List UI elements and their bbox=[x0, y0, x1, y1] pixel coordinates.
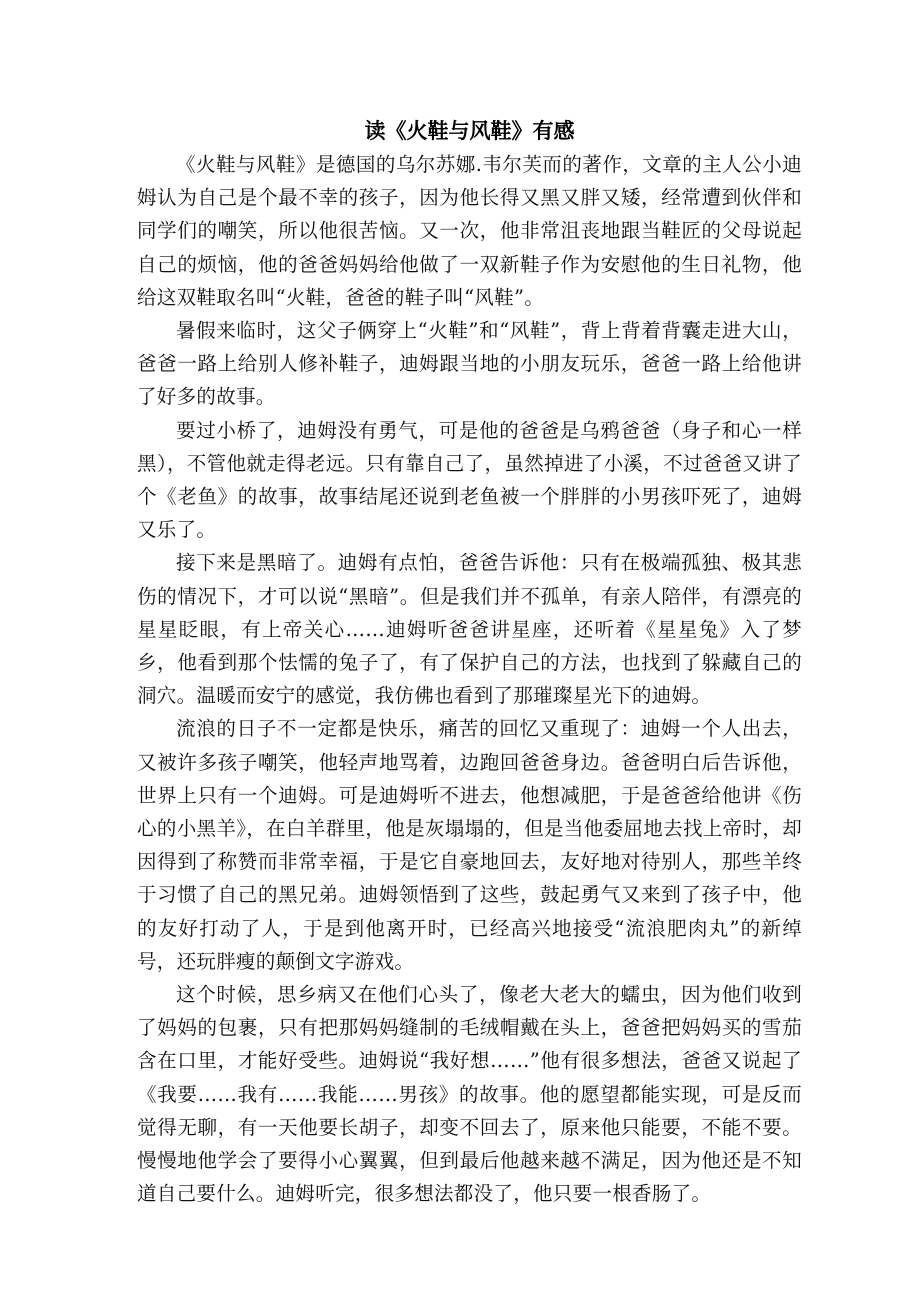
document-page bbox=[137, 115, 802, 1211]
paragraph-intro: 《火鞋与风鞋》是德国的乌尔苏娜.韦尔芙而的著作，文章的主人公小迪姆认为自己是个最不幸的孩子，因为他长得又黑又胖又矮，经常遭到伙伴和同学们的嘲笑，所以他很苦恼。又一次，他非常沮丧地跟当鞋匠的父母说起自己的烦恼，他的爸爸妈妈给他做了一双新鞋子作为安慰他的生日礼物，他给这双鞋取名叫“火鞋，爸爸的鞋子叫“风鞋”。 bbox=[137, 153, 802, 309]
document-title: 读《火鞋与风鞋》有感 bbox=[364, 119, 575, 143]
paragraph-wandering: 流浪的日子不一定都是快乐，痛苦的回忆又重现了：迪姆一个人出去，又被许多孩子嘲笑，他轻声地骂着，边跑回爸爸身边。爸爸明白后告诉他，世界上只有一个迪姆。可是迪姆听不进去，他想减肥，于是爸爸给他讲《伤心的小黑羊》，在白羊群里，他是灰塌塌的，但是当他委屈地去找上帝时，却因得到了称赞而非常幸福，于是它自豪地回去，友好地对待别人，那些羊终于习惯了自己的黑兄弟。迪姆领悟到了这些，鼓起勇气又来到了孩子中，他的友好打动了人，于是到他离开时，已经高兴地接受“流浪肥肉丸”的新绰号，还玩胖瘦的颠倒文字游戏。 bbox=[137, 717, 802, 973]
paragraph-bridge: 要过小桥了，迪姆没有勇气，可是他的爸爸是乌鸦爸爸（身子和心一样黑），不管他就走得老远。只有靠自己了，虽然掉进了小溪，不过爸爸又讲了个《老鱼》的故事，故事结尾还说到老鱼被一个胖胖的小男孩吓死了，迪姆又乐了。 bbox=[137, 418, 802, 542]
paragraph-darkness: 接下来是黑暗了。迪姆有点怕，爸爸告诉他：只有在极端孤独、极其悲伤的情况下，才可以说“黑暗”。但是我们并不孤单，有亲人陪伴，有漂亮的星星眨眼，有上帝关心……迪姆听爸爸讲星座，还听着《星星兔》入了梦乡，他看到那个怯懦的兔子了，有了保护自己的方法，也找到了躲藏自己的洞穴。温暖而安宁的感觉，我仿佛也看到了那璀璨星光下的迪姆。 bbox=[137, 551, 802, 708]
paragraph-homesick: 这个时候，思乡病又在他们心头了，像老大老大的蠕虫，因为他们收到了妈妈的包裹，只有把那妈妈缝制的毛绒帽戴在头上，爸爸把妈妈买的雪茄含在口里，才能好受些。迪姆说“我好想……”他有很多想法，爸爸又说起了《我要……我有……我能……男孩》的故事。他的愿望都能实现，可是反而觉得无聊，有一天他要长胡子，却变不回去了，原来他只能要，不能不要。慢慢地他学会了要得小心翼翼，但到最后他越来越不满足，因为他还是不知道自己要什么。迪姆听完，很多想法都没了，他只要一根香肠了。 bbox=[137, 983, 802, 1206]
paragraph-summer-trip: 暑假来临时，这父子俩穿上“火鞋”和“风鞋”，背上背着背囊走进大山，爸爸一路上给别人修补鞋子，迪姆跟当地的小朋友玩乐，爸爸一路上给他讲了好多的故事。 bbox=[137, 319, 802, 409]
